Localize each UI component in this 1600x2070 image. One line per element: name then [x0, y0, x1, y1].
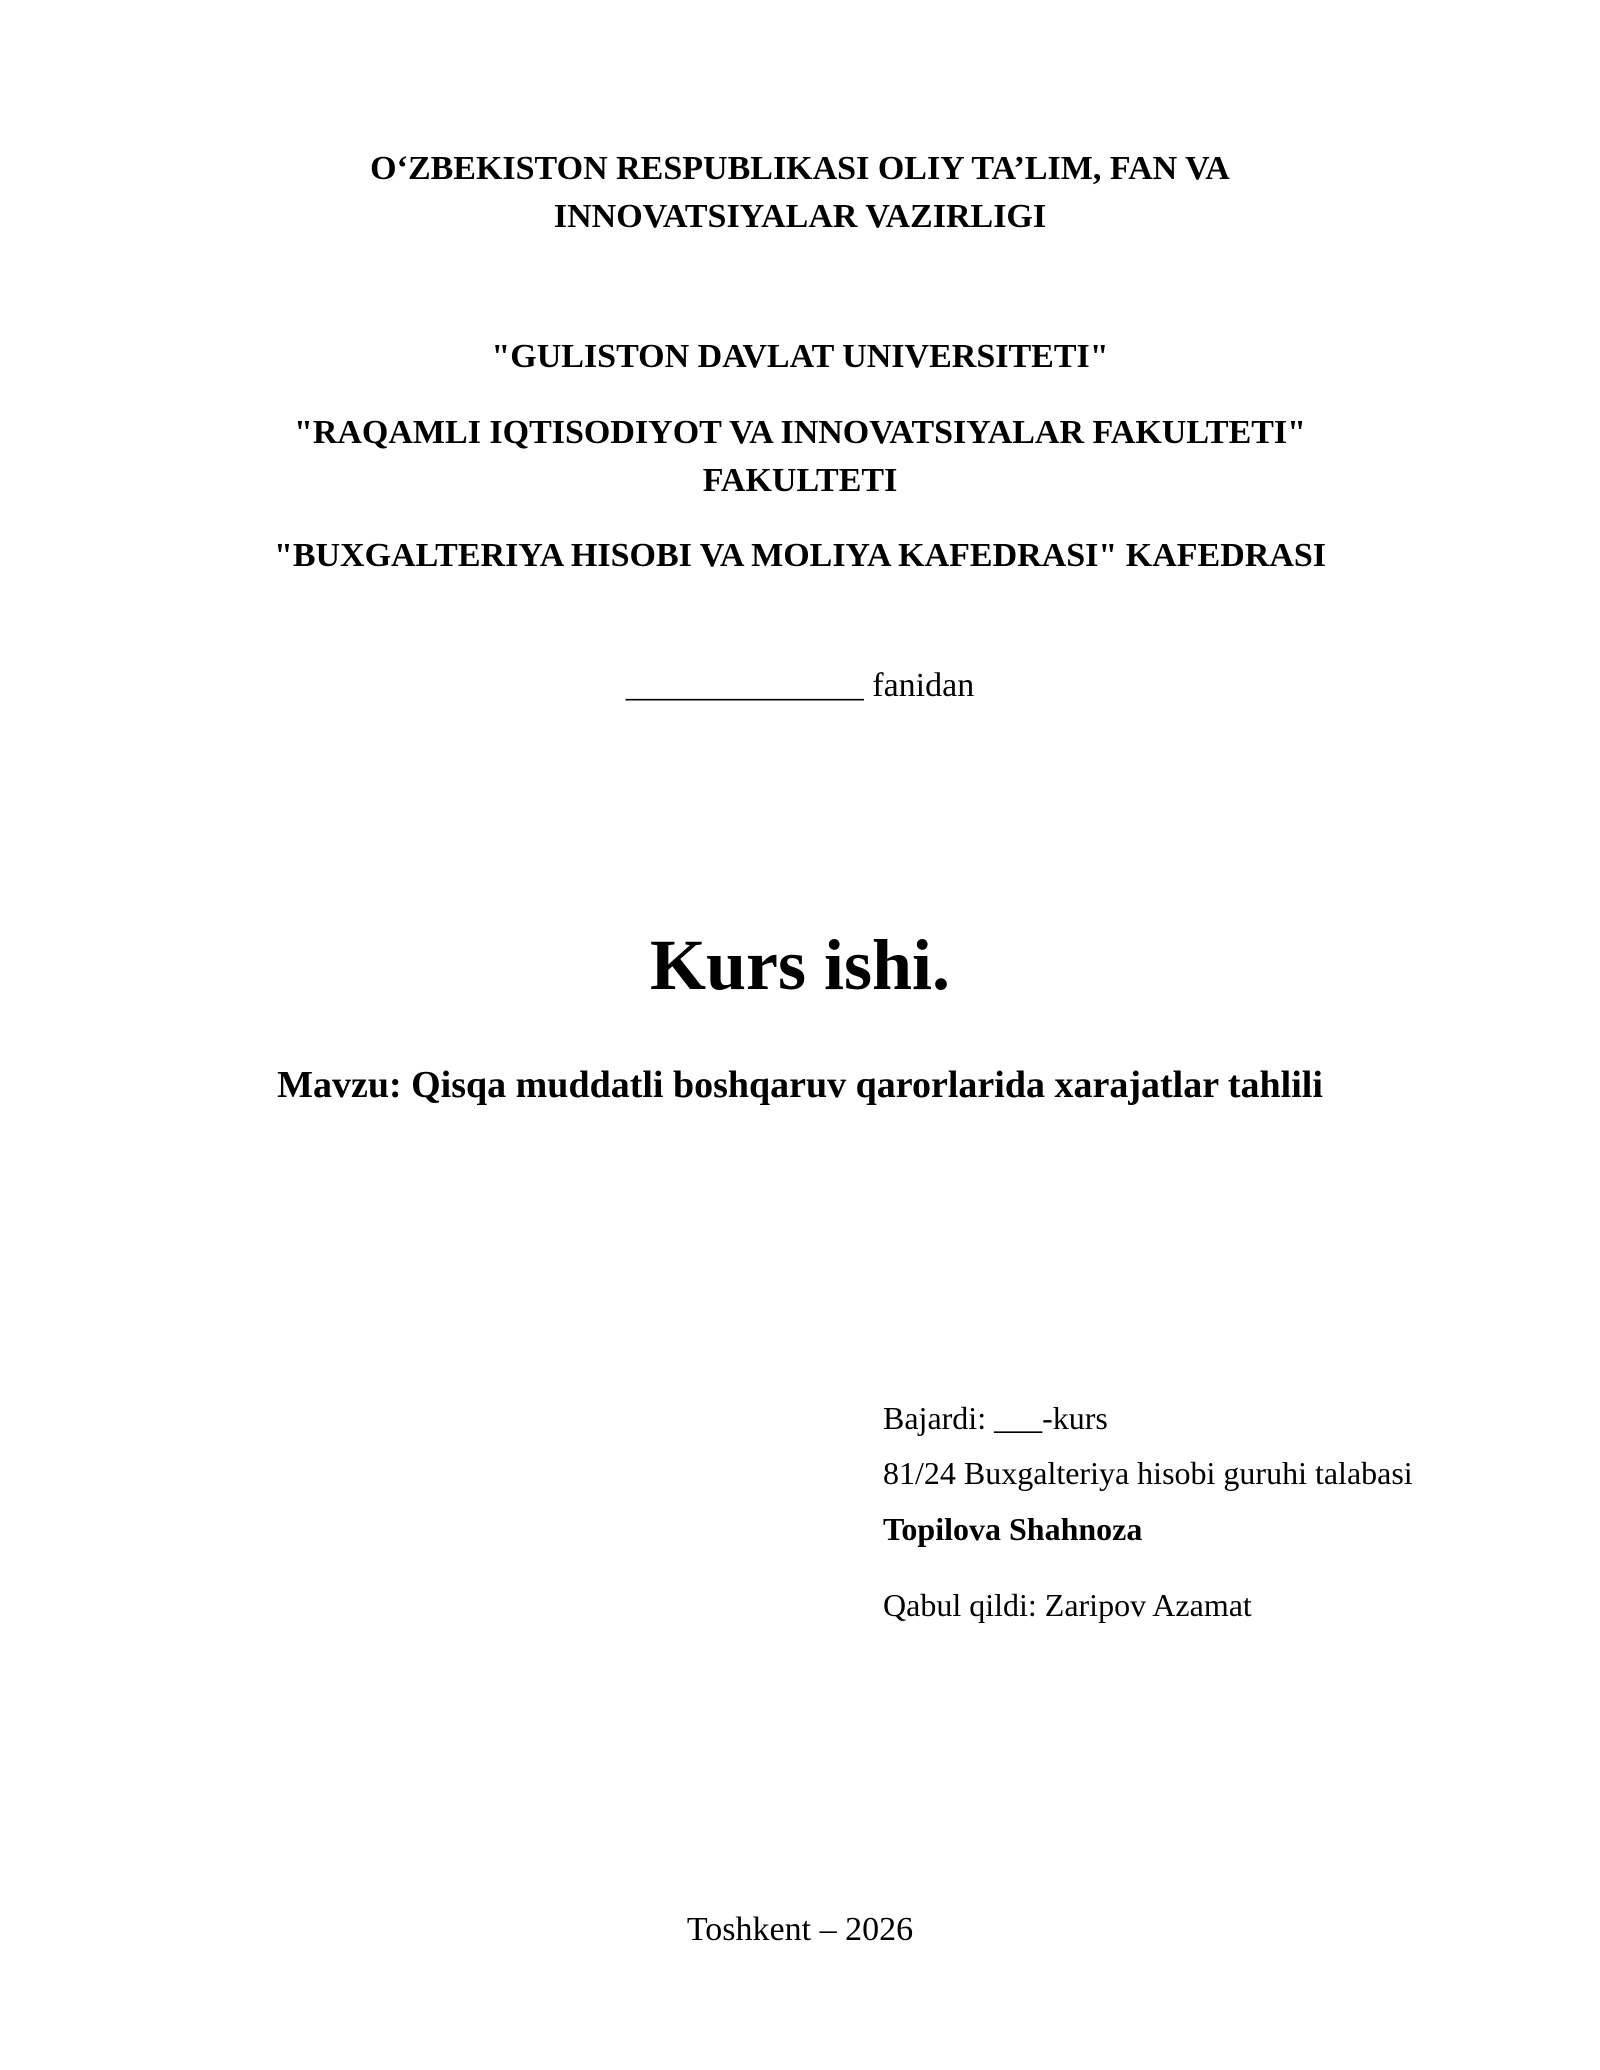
city-year: Toshkent – 2026 — [686, 1911, 914, 1948]
faculty-name — [0, 409, 1600, 505]
student-name: Topilova Shahnoza — [883, 1511, 1143, 1547]
ministry-heading-line2: INNOVATSIYALAR VAZIRLIGI — [553, 198, 1047, 235]
ministry-heading-line1: O‘ZBEKISTON RESPUBLIKASI OLIY TA’LIM, FAN VA — [370, 150, 1230, 187]
performed-by: Bajardi: ___-kurs — [883, 1400, 1108, 1436]
department-name: "BUXGALTERIYA HISOBI VA MOLIYA KAFEDRASI" KAFEDRASI — [273, 537, 1327, 574]
subject-line: ______________ fanidan — [625, 667, 975, 704]
student-group: 81/24 Buxgalteriya hisobi guruhi talabasi — [883, 1455, 1413, 1491]
ministry-heading — [0, 145, 1600, 241]
university-name: "GULISTON DAVLAT UNIVERSITETI" — [491, 338, 1109, 375]
accepted-by: Qabul qildi: Zaripov Azamat — [883, 1587, 1252, 1623]
document-title: Kurs ishi. — [649, 925, 951, 1005]
faculty-name-line2: FAKULTETI — [702, 462, 898, 499]
topic-line: Mavzu: Qisqa muddatli boshqaruv qarorlarida xarajatlar tahlili — [277, 1064, 1323, 1106]
faculty-name-line1: "RAQAMLI IQTISODIYOT VA INNOVATSIYALAR FAKULTETI" — [293, 414, 1307, 451]
